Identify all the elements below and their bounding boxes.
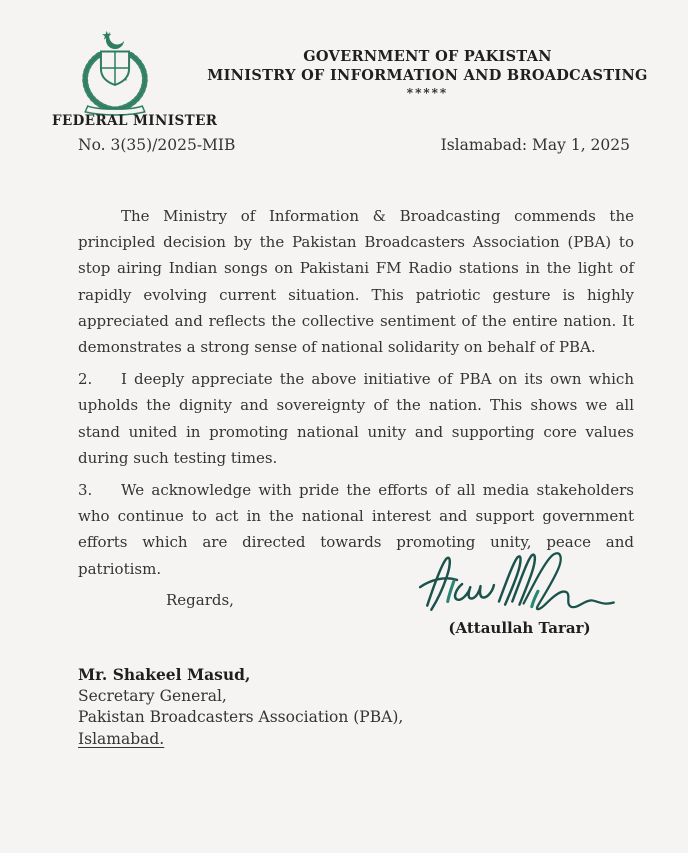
paragraph-3-number: 3.	[78, 481, 93, 500]
minister-title: FEDERAL MINISTER	[52, 113, 218, 129]
signatory-name: (Attaullah Tarar)	[448, 619, 591, 637]
closing-regards: Regards,	[166, 590, 234, 609]
paragraph-2-number: 2.	[78, 370, 93, 389]
stars-separator: *****	[406, 86, 449, 100]
letter-body	[78, 203, 634, 609]
letterhead	[200, 47, 655, 100]
place-date: Islamabad: May 1, 2025	[440, 136, 630, 154]
reference-row	[78, 136, 630, 154]
recipient-title: Secretary General,	[78, 686, 227, 705]
signature-block	[412, 550, 627, 637]
paragraph-1: The Ministry of Information & Broadcasting commends the principled decision by the Pakistan Broadcasters Association (PBA) to stop airing Indian songs on Pakistani FM Radio stations in the light of rapidly evolving current situation. This patriotic gesture is highly appreciated and reflects the collective sentiment of the entire nation. It demonstrates a strong sense of national solidarity on behalf of PBA.	[78, 207, 634, 357]
paragraph-2	[78, 366, 634, 471]
reference-number: No. 3(35)/2025-MIB	[78, 136, 236, 154]
recipient-organization: Pakistan Broadcasters Association (PBA),	[78, 708, 404, 726]
ministry-title: MINISTRY OF INFORMATION AND BROADCASTING	[207, 67, 648, 84]
paragraph-3-text: We acknowledge with pride the efforts of all media stakeholders who continue to act in the national interest and support government efforts which are directed towards promoting unity, peace and patriotism.	[78, 481, 634, 578]
signature-icon	[417, 550, 622, 614]
paragraph-2-text: I deeply appreciate the above initiative of PBA on its own which upholds the dignity and sovereignty of the nation. This shows we all stand united in promoting national unity and supporting core values during such testing times.	[78, 370, 634, 467]
recipient-block	[78, 664, 403, 750]
recipient-city: Islamabad.	[78, 729, 165, 748]
pakistan-emblem-icon	[73, 30, 157, 116]
recipient-name: Mr. Shakeel Masud,	[78, 665, 251, 684]
government-title: GOVERNMENT OF PAKISTAN	[303, 48, 552, 65]
